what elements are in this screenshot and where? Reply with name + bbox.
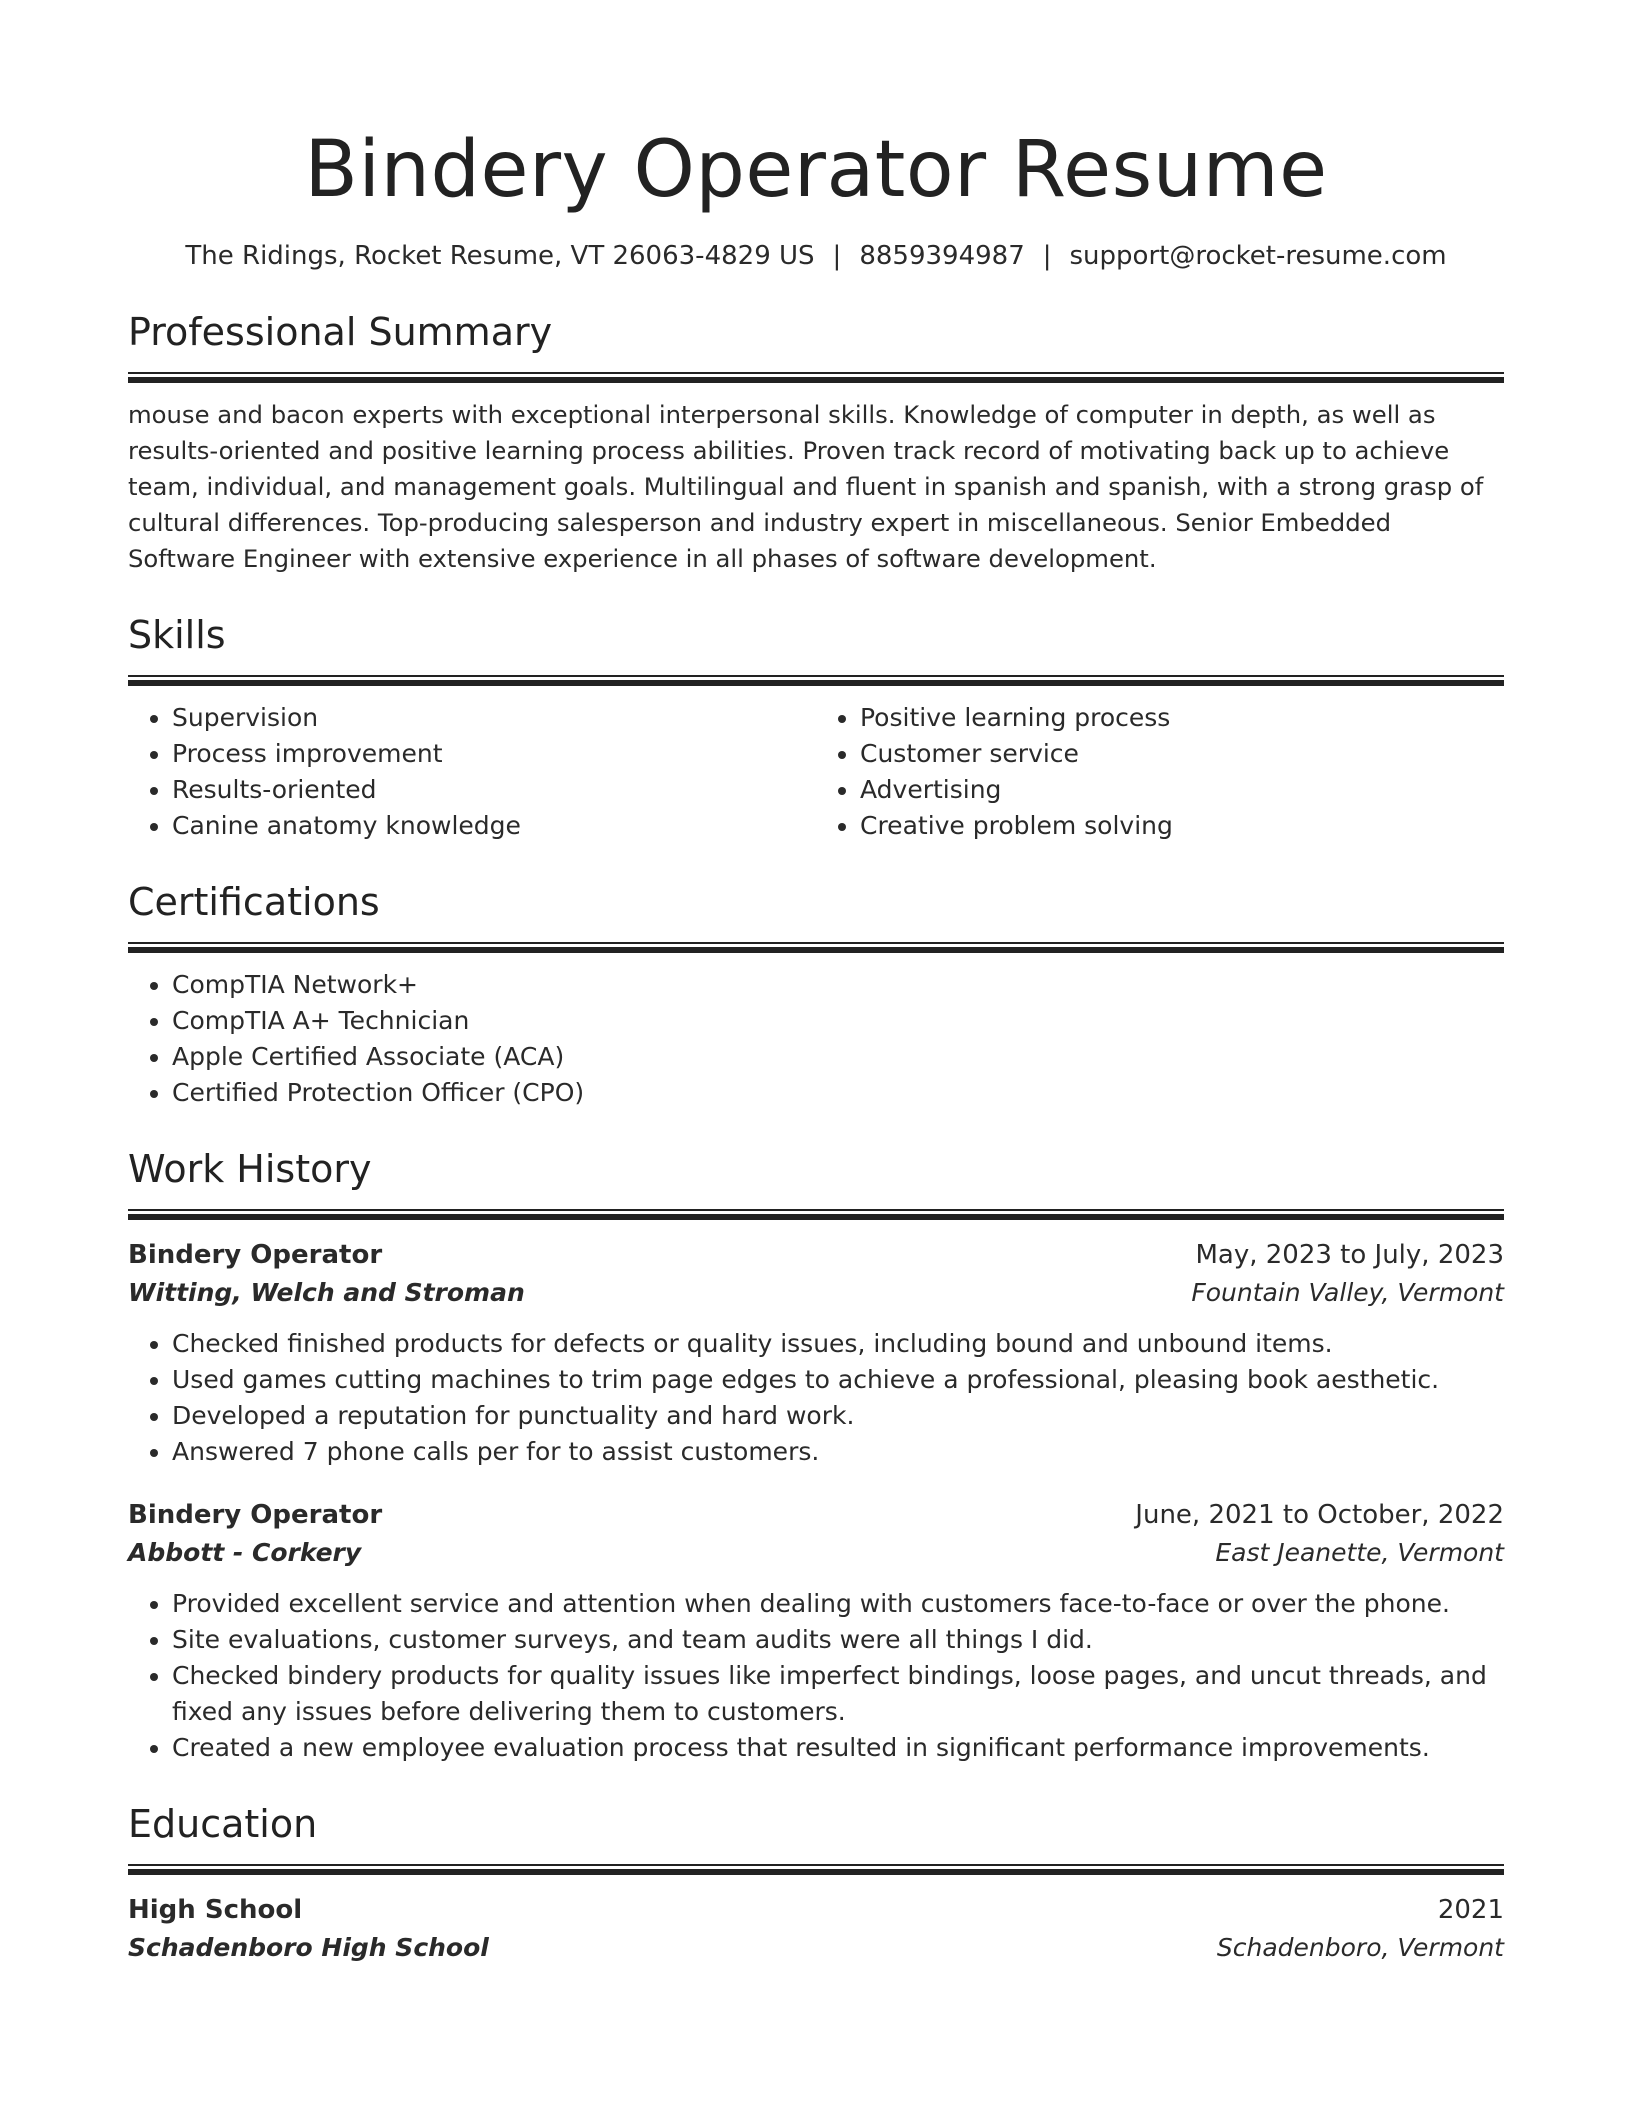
job-bullet: • Used games cutting machines to trim page edges to achieve a professional, pleasing book aesthetic.	[172, 1362, 1504, 1398]
section-divider	[128, 942, 1504, 953]
skill-item: • Positive learning process	[860, 700, 1504, 736]
education-section	[128, 1800, 1504, 1967]
work-history-section	[128, 1145, 1504, 1766]
skill-item: • Creative problem solving	[860, 808, 1504, 844]
education-location: Schadenboro, Vermont	[1216, 1933, 1504, 1962]
job-entry	[128, 1236, 1504, 1470]
section-divider	[128, 1864, 1504, 1875]
certification-item: • CompTIA Network+	[172, 967, 1504, 1003]
section-title-education: Education	[128, 1802, 318, 1846]
skills-columns	[128, 700, 1504, 844]
job-bullets	[128, 1586, 1504, 1766]
education-year: 2021	[1437, 1895, 1504, 1925]
contact-separator: |	[832, 241, 842, 271]
job-dates: May, 2023 to July, 2023	[1195, 1240, 1504, 1270]
job-location: East Jeanette, Vermont	[1215, 1538, 1504, 1567]
section-title-skills: Skills	[128, 613, 226, 657]
contact-line	[128, 238, 1504, 274]
resume-title: Bindery Operator Resume	[304, 125, 1328, 215]
job-bullet: • Checked bindery products for quality issues like imperfect bindings, loose pages, and uncut threads, and fixed any issues before delivering them to customers.	[172, 1658, 1504, 1730]
certification-item: • CompTIA A+ Technician	[172, 1003, 1504, 1039]
job-entry	[128, 1496, 1504, 1766]
job-bullet: • Checked finished products for defects or quality issues, including bound and unbound items.	[172, 1326, 1504, 1362]
job-company: Abbott - Corkery	[128, 1538, 362, 1567]
section-title-certifications: Certifications	[128, 880, 380, 924]
contact-address: The Ridings, Rocket Resume, VT 26063-4829 US	[185, 241, 815, 271]
contact-email: support@rocket-resume.com	[1069, 241, 1447, 271]
skills-list-right	[816, 700, 1504, 844]
skill-item: • Supervision	[172, 700, 816, 736]
job-bullet: • Developed a reputation for punctuality and hard work.	[172, 1398, 1504, 1434]
education-school: Schadenboro High School	[128, 1933, 489, 1962]
skill-item: • Results-oriented	[172, 772, 816, 808]
skill-item: • Process improvement	[172, 736, 816, 772]
section-title-work-history: Work History	[128, 1147, 372, 1191]
job-role: Bindery Operator	[128, 1500, 383, 1530]
education-degree: High School	[128, 1895, 303, 1925]
job-company: Witting, Welch and Stroman	[128, 1278, 525, 1307]
certifications-section	[128, 878, 1504, 1111]
section-divider	[128, 372, 1504, 383]
section-title-summary: Professional Summary	[128, 310, 553, 354]
education-entry	[128, 1891, 1504, 1967]
skill-item: • Canine anatomy knowledge	[172, 808, 816, 844]
section-divider	[128, 675, 1504, 686]
job-location: Fountain Valley, Vermont	[1191, 1278, 1504, 1307]
skill-item: • Customer service	[860, 736, 1504, 772]
skills-section	[128, 611, 1504, 844]
skills-list-left	[128, 700, 816, 844]
contact-separator: |	[1042, 241, 1052, 271]
job-bullet: • Provided excellent service and attention when dealing with customers face-to-face or over the phone.	[172, 1586, 1504, 1622]
job-bullets	[128, 1326, 1504, 1470]
job-bullet: • Answered 7 phone calls per for to assist customers.	[172, 1434, 1504, 1470]
summary-text: mouse and bacon experts with exceptional interpersonal skills. Knowledge of computer in depth, as well as results-oriented and positive learning process abilities. Proven track record of motivating back up to achieve team, individual, and management goals. Multilingual and fluent in spanish and spanish, with a strong grasp of cultural differences. Top-producing salesperson and industry expert in miscellaneous. Senior Embedded Software Engineer with extensive experience in all phases of software development.	[128, 400, 1484, 573]
certifications-list	[128, 967, 1504, 1111]
section-divider	[128, 1209, 1504, 1220]
job-role: Bindery Operator	[128, 1240, 383, 1270]
certification-item: • Certified Protection Officer (CPO)	[172, 1075, 1504, 1111]
job-dates: June, 2021 to October, 2022	[1135, 1500, 1504, 1530]
job-bullet: • Created a new employee evaluation process that resulted in significant performance improvements.	[172, 1730, 1504, 1766]
summary-section	[128, 308, 1504, 577]
job-bullet: • Site evaluations, customer surveys, and team audits were all things I did.	[172, 1622, 1504, 1658]
skill-item: • Advertising	[860, 772, 1504, 808]
contact-phone: 8859394987	[859, 241, 1025, 271]
certification-item: • Apple Certified Associate (ACA)	[172, 1039, 1504, 1075]
